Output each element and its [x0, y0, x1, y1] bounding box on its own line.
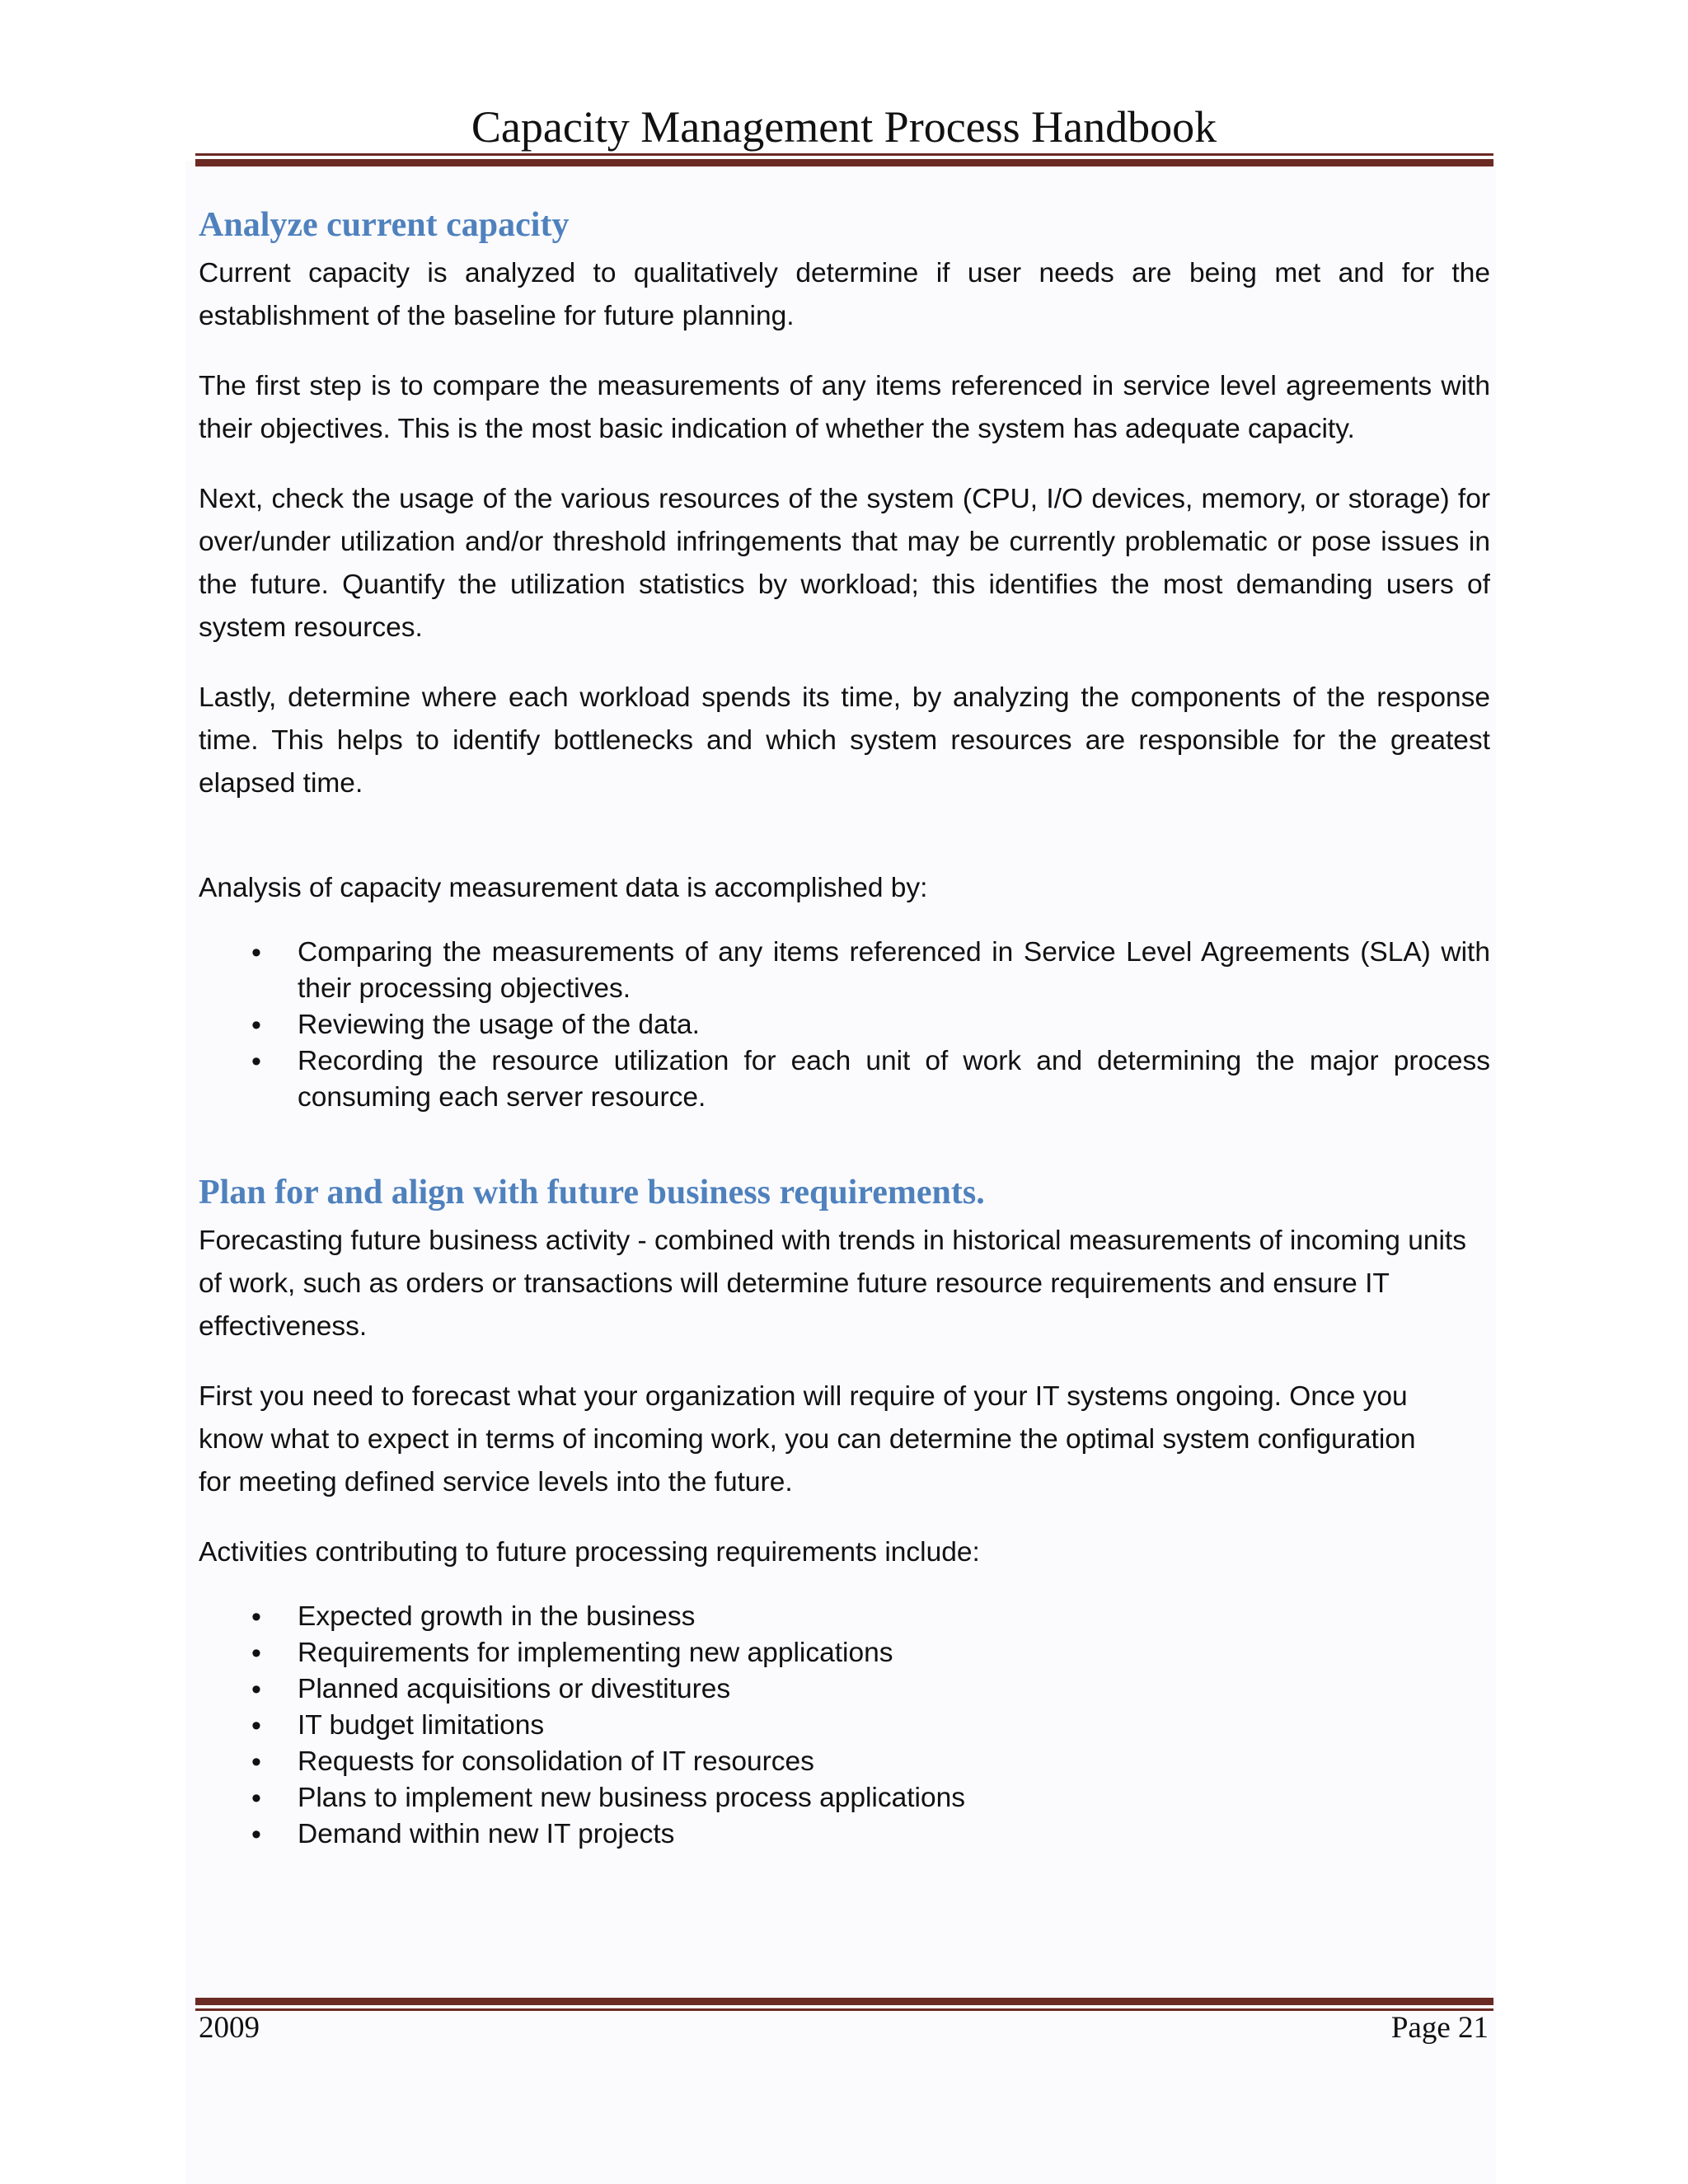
list-item: • Requests for consolidation of IT resources [298, 1744, 1490, 1780]
section-plan-future-requirements [199, 1165, 1490, 1853]
paragraph: Forecasting future business activity - combined with trends in historical measurements of incoming units of work, such as orders or transactions will determine future resource requirements and ensure IT effectiveness. [199, 1226, 1466, 1342]
list-item: • Comparing the measurements of any items referenced in Service Level Agreements (SLA) with their processing objectives. [298, 935, 1490, 1007]
footer-page-number: Page 21 [1390, 2011, 1489, 2045]
section-heading: Analyze current capacity [199, 206, 570, 244]
footer-year: 2009 [199, 2011, 260, 2045]
paragraph: Lastly, determine where each workload spends its time, by analyzing the components of the response time. This helps to identify bottlenecks and which system resources are responsible for the greatest elapsed time. [199, 682, 1490, 799]
header-rule [195, 153, 1493, 166]
paragraph: First you need to forecast what your organization will require of your IT systems ongoing. Once you know what to expect in terms of incoming work, you can determine the optimal system configuration for meeting defined service levels into the future. [199, 1381, 1416, 1497]
list-item: • Requirements for implementing new applications [298, 1635, 1490, 1671]
bullet-icon: • [251, 1674, 261, 1705]
bullet-icon: • [251, 1046, 261, 1077]
list-item: • Planned acquisitions or divestitures [298, 1671, 1490, 1708]
list-item: • Recording the resource utilization for each unit of work and determining the major process consuming each server resource. [298, 1043, 1490, 1116]
page-header-title: Capacity Management Process Handbook [471, 102, 1217, 152]
paragraph: The first step is to compare the measurements of any items referenced in service level agreements with their objectives. This is the most basic indication of whether the system has adequate capacity. [199, 371, 1490, 444]
footer-rule [195, 1998, 1493, 2011]
bullet-icon: • [251, 1010, 261, 1041]
bullet-icon: • [251, 1746, 261, 1778]
bullet-icon: • [251, 1601, 261, 1633]
bullet-icon: • [251, 1710, 261, 1741]
bullet-icon: • [251, 1638, 261, 1669]
list-intro: Analysis of capacity measurement data is accomplished by: [199, 873, 928, 903]
list-item: • Plans to implement new business process applications [298, 1780, 1490, 1816]
bullet-list [199, 935, 1490, 1116]
list-intro: Activities contributing to future processing requirements include: [199, 1537, 980, 1568]
page-content [199, 198, 1490, 1853]
section-analyze-current-capacity [199, 198, 1490, 1116]
bullet-icon: • [251, 1783, 261, 1814]
bullet-list [199, 1599, 1490, 1853]
list-item: • Demand within new IT projects [298, 1816, 1490, 1853]
bullet-icon: • [251, 1819, 261, 1850]
paragraph: Current capacity is analyzed to qualitatively determine if user needs are being met and for the establishment of the baseline for future planning. [199, 258, 1490, 331]
section-heading: Plan for and align with future business requirements. [199, 1174, 985, 1212]
paragraph: Next, check the usage of the various resources of the system (CPU, I/O devices, memory, or storage) for over/under utilization and/or threshold infringements that may be currently problematic or pose issues in the future. Quantify the utilization statistics by workload; this identifies the most demanding users of system resources. [199, 484, 1490, 643]
list-item: • Reviewing the usage of the data. [298, 1007, 1490, 1043]
list-item: • IT budget limitations [298, 1708, 1490, 1744]
list-item: • Expected growth in the business [298, 1599, 1490, 1635]
bullet-icon: • [251, 937, 261, 968]
